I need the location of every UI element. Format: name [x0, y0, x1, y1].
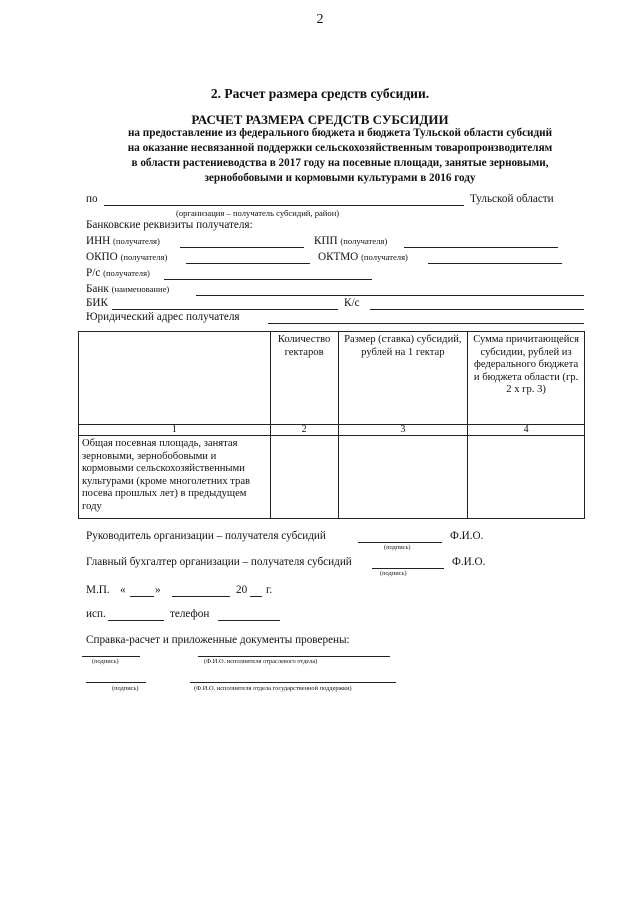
verification-fio-field-1[interactable] — [198, 656, 390, 657]
phone-label: телефон — [170, 608, 210, 620]
subtitle-line: на оказание несвязанной поддержки сельскохозяйственным товаропроизводителям — [127, 142, 553, 154]
accountant-signature-field[interactable] — [372, 568, 444, 569]
amount-cell[interactable] — [468, 436, 585, 519]
table-row-label: Общая посевная площадь, занятая зерновыми, зернобобовыми и кормовыми сельскохозяйственными культурами (кроме многолетних трав посева прошлых лет) в предыдущем году — [79, 436, 271, 519]
table-column-number: 2 — [270, 425, 338, 436]
bank-heading: Банковские реквизиты получателя: — [86, 219, 253, 231]
phone-field[interactable] — [218, 620, 280, 621]
bank-name-field[interactable] — [196, 295, 584, 296]
date-year-suffix: г. — [266, 584, 273, 596]
executor-field[interactable] — [108, 620, 164, 621]
verification-text: Справка-расчет и приложенные документы проверены: — [86, 634, 350, 646]
table-header-hectares: Количество гектаров — [270, 332, 338, 425]
accountant-fio: Ф.И.О. — [452, 556, 486, 568]
document-title: РАСЧЕТ РАЗМЕРА СРЕДСТВ СУБСИДИИ — [191, 112, 449, 127]
oktmo-label: ОКТМО (получателя) — [318, 251, 408, 263]
subtitle-line: зернобобовыми и кормовыми культурами в 2016 году — [204, 172, 476, 184]
table-header-amount: Сумма причитающейся субсидии, рублей из федерального бюджета и бюджета области (гр. 2 х гр. 3) — [468, 332, 585, 425]
table-header-row — [79, 332, 585, 425]
address-label: Юридический адрес получателя — [86, 311, 240, 323]
section-title: 2. Расчет размера средств субсидии. — [210, 86, 430, 101]
date-month-field[interactable] — [172, 596, 230, 597]
accountant-signature-caption: (подпись) — [380, 570, 407, 577]
verification-signature-field-1[interactable] — [82, 656, 140, 657]
inn-label: ИНН (получателя) — [86, 235, 160, 247]
ks-label: К/с — [344, 297, 360, 309]
head-signature-caption: (подпись) — [384, 544, 411, 551]
table-row — [79, 436, 585, 519]
verification-fio-caption-2: (Ф.И.О. исполнителя отдела государственной поддержки) — [194, 685, 352, 692]
document-subtitle — [60, 126, 620, 186]
calculation-table — [78, 331, 585, 519]
executor-label: исп. — [86, 608, 106, 620]
bank-name-label: Банк (наименование) — [86, 283, 170, 295]
okpo-field[interactable] — [186, 263, 310, 264]
stamp-label: М.П. — [86, 584, 110, 596]
table-column-number: 4 — [468, 425, 585, 436]
org-caption: (организация – получатель субсидий, район) — [176, 208, 340, 218]
table-number-row — [79, 425, 585, 436]
date-year-prefix: 20 — [236, 584, 248, 596]
org-name-field[interactable] — [104, 205, 464, 206]
org-suffix: Тульской области — [470, 193, 554, 205]
oktmo-field[interactable] — [428, 263, 562, 264]
date-year-field[interactable] — [250, 596, 262, 597]
head-signature-field[interactable] — [358, 542, 442, 543]
address-field[interactable] — [268, 323, 584, 324]
ks-field[interactable] — [370, 309, 584, 310]
rs-field[interactable] — [164, 279, 372, 280]
bik-field[interactable] — [112, 309, 338, 310]
table-header-cell — [79, 332, 271, 425]
verification-fio-field-2[interactable] — [190, 682, 396, 683]
table-column-number: 1 — [79, 425, 271, 436]
rs-label: Р/с (получателя) — [86, 267, 150, 279]
rate-cell[interactable] — [338, 436, 468, 519]
kpp-label: КПП (получателя) — [314, 235, 388, 247]
table-header-rate: Размер (ставка) субсидий, рублей на 1 гектар — [338, 332, 468, 425]
verification-signature-field-2[interactable] — [86, 682, 146, 683]
bik-label: БИК — [86, 297, 108, 309]
verification-signature-caption-1: (подпись) — [92, 658, 119, 665]
verification-signature-caption-2: (подпись) — [112, 685, 139, 692]
subtitle-line: в области растениеводства в 2017 году на посевные площади, занятые зерновыми, — [131, 157, 549, 169]
date-day-field[interactable] — [130, 596, 154, 597]
hectares-cell[interactable] — [270, 436, 338, 519]
head-signature-label: Руководитель организации – получателя субсидий — [86, 530, 326, 542]
verification-fio-caption-1: (Ф.И.О. исполнителя отраслевого отдела) — [204, 658, 318, 665]
accountant-signature-label: Главный бухгалтер организации – получателя субсидий — [86, 556, 352, 568]
page-number: 2 — [316, 12, 324, 27]
head-fio: Ф.И.О. — [450, 530, 484, 542]
inn-field[interactable] — [180, 247, 304, 248]
subtitle-line: на предоставление из федерального бюджета и бюджета Тульской области субсидий — [127, 127, 553, 139]
kpp-field[interactable] — [404, 247, 558, 248]
date-close-quote: » — [155, 584, 161, 596]
table-column-number: 3 — [338, 425, 468, 436]
okpo-label: ОКПО (получателя) — [86, 251, 168, 263]
date-open-quote: « — [120, 584, 126, 596]
org-prefix: по — [86, 193, 98, 205]
